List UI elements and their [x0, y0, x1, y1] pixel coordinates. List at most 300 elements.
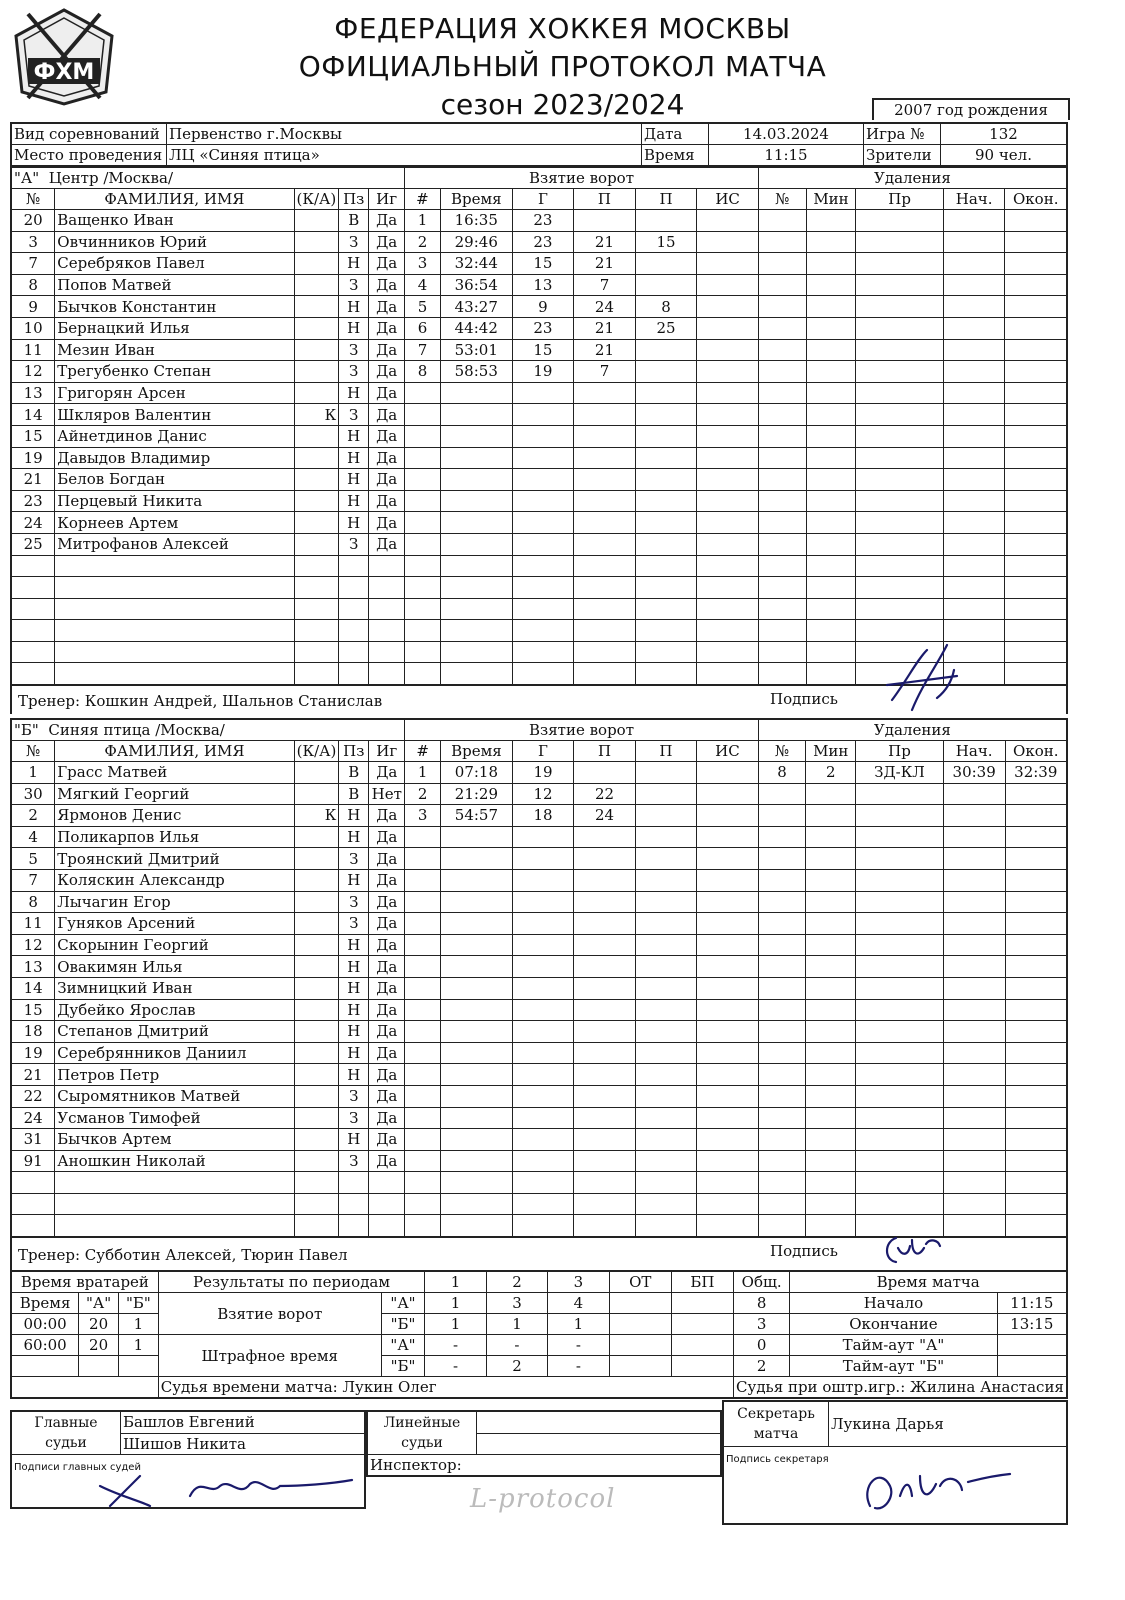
player-played: Да: [369, 891, 405, 913]
table-row: [11, 848, 1067, 870]
player-captain: [294, 1150, 339, 1172]
penalty-reason: [856, 533, 943, 555]
goal-number: 3: [405, 253, 441, 275]
penalty-end: [1005, 533, 1067, 555]
goal-time: [441, 999, 513, 1021]
penalty-start: [943, 620, 1005, 642]
penalty-end: [1005, 210, 1067, 232]
penalty-start: [943, 317, 1005, 339]
goal-assist-2: [635, 469, 697, 491]
penalty-minutes: [806, 512, 856, 534]
pen-b-ot: [609, 1356, 671, 1377]
penalty-end: [1005, 512, 1067, 534]
timeout-b-label: Тайм-аут "Б": [790, 1356, 997, 1377]
player-captain: [294, 577, 339, 599]
goal-is: [697, 210, 759, 232]
player-number: 1: [11, 762, 55, 784]
penalty-player: [758, 274, 806, 296]
player-position: Н: [339, 1042, 369, 1064]
penalty-player: 8: [758, 762, 806, 784]
col-pen-end: Окон.: [1005, 189, 1067, 210]
goals-b-total: 3: [734, 1314, 790, 1335]
table-row: [11, 382, 1067, 404]
player-number: [11, 577, 55, 599]
player-position: Н: [339, 826, 369, 848]
player-position: З: [339, 533, 369, 555]
player-number: 21: [11, 1064, 55, 1086]
goal-assist-2: [635, 1107, 696, 1129]
goal-assist-1: 7: [574, 361, 636, 383]
goal-time: [440, 663, 512, 685]
penalty-start: [943, 490, 1005, 512]
table-row: [11, 934, 1067, 956]
main-referees-label-2: судьи: [45, 1435, 87, 1451]
goal-time: [441, 1129, 513, 1151]
goal-number: [405, 826, 441, 848]
penalty-player: [758, 1107, 806, 1129]
goal-assist-2: [635, 210, 697, 232]
penalty-reason: [856, 869, 944, 891]
table-row: [11, 1064, 1067, 1086]
goal-is: [697, 404, 759, 426]
penalty-reason: [856, 512, 943, 534]
goal-assist-1: [574, 913, 635, 935]
penalty-reason: [856, 274, 943, 296]
player-number: 91: [11, 1150, 55, 1172]
goal-is: [697, 512, 759, 534]
penalty-end: [1005, 317, 1067, 339]
penalty-minutes: [806, 869, 856, 891]
season-title: сезон 2023/2024: [440, 88, 685, 121]
goal-scorer: [512, 1107, 573, 1129]
player-played: Да: [369, 934, 405, 956]
venue-label: Место проведения: [11, 145, 167, 167]
penalty-end: [1005, 447, 1067, 469]
penalty-end: [1005, 231, 1067, 253]
goals-a-p3: 4: [548, 1293, 609, 1314]
table-row: [11, 533, 1067, 555]
goal-scorer: [512, 1215, 573, 1237]
player-number: 23: [11, 490, 55, 512]
goal-number: [405, 869, 441, 891]
goal-scorer: 9: [512, 296, 574, 318]
player-captain: [294, 447, 339, 469]
player-played: Да: [369, 469, 405, 491]
goal-assist-2: [635, 826, 696, 848]
penalty-start: [943, 1193, 1005, 1215]
player-captain: [294, 382, 339, 404]
goal-time: [441, 1215, 513, 1237]
goal-time: [440, 469, 512, 491]
goal-number: [405, 1215, 441, 1237]
player-name: Овчинников Юрий: [55, 231, 294, 253]
penalty-reason: [856, 469, 943, 491]
penalty-player: [758, 577, 806, 599]
gk-row-1-b: 1: [118, 1314, 158, 1335]
goals-b-ot: [609, 1314, 671, 1335]
col-goal-time: Время: [441, 741, 513, 762]
penalty-reason: [856, 555, 943, 577]
goal-scorer: [512, 1021, 573, 1043]
penalty-end: [1005, 913, 1067, 935]
penalty-end: [1005, 1150, 1067, 1172]
player-position: Н: [339, 934, 369, 956]
goal-assist-2: [635, 512, 697, 534]
player-captain: [294, 848, 339, 870]
pen-b-p2: 2: [486, 1356, 547, 1377]
penalty-end: [1005, 1107, 1067, 1129]
penalty-end: [1005, 425, 1067, 447]
goal-assist-1: [574, 826, 635, 848]
goals-a-bp: [671, 1293, 733, 1314]
protocol-title: ОФИЦИАЛЬНЫЙ ПРОТОКОЛ МАТЧА: [298, 50, 827, 83]
secretary-label-2: матча: [753, 1426, 799, 1442]
goal-number: [405, 533, 441, 555]
player-name: Лычагин Егор: [55, 891, 294, 913]
penalty-player: [758, 1042, 806, 1064]
team-b-signature: [878, 1228, 958, 1272]
referee-1: Башлов Евгений: [121, 1411, 366, 1433]
player-name: Ващенко Иван: [55, 210, 294, 232]
goal-scorer: [512, 956, 573, 978]
player-number: 12: [11, 361, 55, 383]
penalty-start: [943, 826, 1005, 848]
player-played: Да: [369, 805, 405, 827]
goal-time: [440, 490, 512, 512]
goal-assist-2: [635, 1215, 696, 1237]
pen-b-bp: [671, 1356, 733, 1377]
pen-a-bp: [671, 1335, 733, 1356]
goal-scorer: [512, 382, 574, 404]
goal-is: [697, 1193, 759, 1215]
penalty-reason: [856, 977, 944, 999]
penalty-reason: [856, 382, 943, 404]
player-position: З: [339, 891, 369, 913]
penalty-player: [758, 1021, 806, 1043]
col-name: ФАМИЛИЯ, ИМЯ: [55, 189, 294, 210]
goal-assist-1: [574, 1129, 635, 1151]
goal-number: [405, 956, 441, 978]
penalty-minutes: 2: [806, 762, 856, 784]
penalty-end: [1005, 296, 1067, 318]
table-row: [11, 490, 1067, 512]
penalty-reason: [856, 361, 943, 383]
penalty-start: [943, 577, 1005, 599]
penalty-player: [758, 620, 806, 642]
player-position: Н: [339, 956, 369, 978]
linesman-2: [477, 1433, 722, 1455]
penalty-player: [758, 296, 806, 318]
goal-assist-1: [574, 891, 635, 913]
col-goal-scorer: Г: [512, 741, 573, 762]
goal-is: [697, 999, 759, 1021]
linesmen-label-2: судьи: [401, 1435, 443, 1451]
penalty-end: [1005, 577, 1067, 599]
goal-is: [697, 274, 759, 296]
player-name: Перцевый Никита: [55, 490, 294, 512]
goal-time: [440, 577, 512, 599]
player-number: 11: [11, 913, 55, 935]
goal-assist-2: [635, 339, 697, 361]
player-played: Да: [369, 848, 405, 870]
penalty-end: [1005, 1064, 1067, 1086]
goal-is: [697, 447, 759, 469]
goal-time: 43:27: [440, 296, 512, 318]
player-captain: [294, 425, 339, 447]
penalty-minutes: [806, 1085, 856, 1107]
player-captain: [294, 512, 339, 534]
player-position: [339, 1215, 369, 1237]
player-name: [55, 1215, 294, 1237]
table-row: [11, 1085, 1067, 1107]
player-played: Да: [369, 762, 405, 784]
goal-number: [405, 1085, 441, 1107]
gk-a-header: "А": [79, 1293, 119, 1314]
goal-assist-1: [574, 762, 635, 784]
table-row: [11, 826, 1067, 848]
player-played: [369, 641, 405, 663]
player-position: Н: [339, 425, 369, 447]
penalty-end: [1005, 805, 1067, 827]
penalty-end: [1005, 869, 1067, 891]
table-row: [11, 210, 1067, 232]
player-name: Коляскин Александр: [55, 869, 294, 891]
player-number: 3: [11, 231, 55, 253]
goal-assist-1: [574, 469, 636, 491]
goal-scorer: [512, 1129, 573, 1151]
penalty-player: [758, 425, 806, 447]
penalty-end: [1005, 999, 1067, 1021]
goal-number: [405, 425, 441, 447]
penalty-end: [1005, 1085, 1067, 1107]
goal-is: [697, 934, 759, 956]
penalty-player: [758, 253, 806, 275]
penalty-player: [758, 956, 806, 978]
goal-number: [405, 620, 441, 642]
player-played: Да: [369, 977, 405, 999]
player-position: З: [339, 339, 369, 361]
goal-scorer: [512, 469, 574, 491]
penalty-reason: [856, 339, 943, 361]
goal-is: [697, 891, 759, 913]
goal-assist-2: [635, 577, 697, 599]
player-played: Да: [369, 339, 405, 361]
goal-assist-1: [574, 956, 635, 978]
goal-number: [405, 577, 441, 599]
goal-assist-1: [574, 869, 635, 891]
player-position: [339, 577, 369, 599]
goal-assist-1: [574, 1107, 635, 1129]
goal-scorer: [512, 977, 573, 999]
penalty-player: [758, 512, 806, 534]
gk-row-2-time: 60:00: [11, 1335, 79, 1356]
goal-scorer: [512, 404, 574, 426]
player-captain: [294, 869, 339, 891]
goal-number: [405, 469, 441, 491]
penalty-end: [1005, 641, 1067, 663]
player-number: [11, 1215, 55, 1237]
player-captain: [294, 934, 339, 956]
goal-scorer: [512, 826, 573, 848]
player-name: Мягкий Георгий: [55, 783, 294, 805]
goal-assist-2: [635, 663, 697, 685]
penalty-player: [758, 339, 806, 361]
penalty-minutes: [806, 1064, 856, 1086]
logo-text: ФХМ: [33, 60, 95, 85]
col-is: ИС: [697, 189, 759, 210]
goal-number: [405, 1107, 441, 1129]
player-name: Шкляров Валентин: [55, 404, 294, 426]
team-b-table: [10, 718, 1068, 1238]
penalty-minutes: [806, 490, 856, 512]
goal-assist-2: [635, 783, 696, 805]
officials-section: [10, 1406, 1068, 1540]
gk-row-1-a: 20: [79, 1314, 119, 1335]
player-name: [55, 1172, 294, 1194]
goal-scorer: [512, 533, 574, 555]
goal-scorer: 12: [512, 783, 573, 805]
penalty-start: [943, 231, 1005, 253]
goal-assist-1: [574, 1172, 635, 1194]
table-row: [11, 404, 1067, 426]
player-captain: [294, 913, 339, 935]
player-played: [369, 598, 405, 620]
player-number: 14: [11, 977, 55, 999]
player-number: 13: [11, 956, 55, 978]
penalty-player: [758, 555, 806, 577]
penalty-reason: [856, 296, 943, 318]
penalty-judge: Судья при оштр.игр.: Жилина Анастасия: [734, 1377, 1067, 1399]
goal-time: 32:44: [440, 253, 512, 275]
player-position: Н: [339, 1064, 369, 1086]
col-pen-min: Мин: [806, 741, 856, 762]
team-a-signature: [882, 640, 972, 720]
goal-assist-1: 21: [574, 317, 636, 339]
goal-is: [697, 1150, 759, 1172]
player-position: З: [339, 274, 369, 296]
penalty-start: [943, 404, 1005, 426]
goal-scorer: 15: [512, 253, 574, 275]
goal-assist-1: [574, 1193, 635, 1215]
player-position: Н: [339, 382, 369, 404]
competition-value: Первенство г.Москвы: [167, 123, 642, 145]
pen-a-total: 0: [734, 1335, 790, 1356]
col-assist-2: П: [635, 189, 697, 210]
goal-scorer: 13: [512, 274, 574, 296]
player-played: Да: [369, 1021, 405, 1043]
penalty-minutes: [806, 577, 856, 599]
goal-number: 6: [405, 317, 441, 339]
goal-time: [441, 1085, 513, 1107]
table-row: [11, 447, 1067, 469]
goal-number: 1: [405, 210, 441, 232]
player-played: Да: [369, 317, 405, 339]
penalty-reason: [856, 447, 943, 469]
goal-number: [405, 1064, 441, 1086]
player-name: Степанов Дмитрий: [55, 1021, 294, 1043]
goal-scorer: [512, 641, 574, 663]
penalty-player: [758, 382, 806, 404]
penalty-reason: [856, 210, 943, 232]
player-captain: [294, 361, 339, 383]
player-number: 15: [11, 999, 55, 1021]
goal-scorer: 23: [512, 317, 574, 339]
player-name: Поликарпов Илья: [55, 826, 294, 848]
goal-assist-2: [635, 641, 697, 663]
goal-assist-2: [635, 598, 697, 620]
goal-number: 2: [405, 231, 441, 253]
player-number: [11, 1193, 55, 1215]
penalty-start: [943, 999, 1005, 1021]
col-pen-start: Нач.: [943, 741, 1005, 762]
goal-number: [405, 382, 441, 404]
penalty-minutes: [806, 999, 856, 1021]
penalty-reason: [856, 425, 943, 447]
player-position: З: [339, 361, 369, 383]
penalty-start: [943, 1150, 1005, 1172]
goal-is: [697, 490, 759, 512]
goal-time: [441, 934, 513, 956]
penalty-reason: [856, 490, 943, 512]
player-captain: [294, 339, 339, 361]
penalty-end: [1005, 490, 1067, 512]
penalty-end: [1005, 469, 1067, 491]
penalty-player: [758, 1064, 806, 1086]
table-row: [11, 913, 1067, 935]
team-a-penalties-title: Удаления: [758, 167, 1067, 189]
date-value: 14.03.2024: [709, 123, 864, 145]
goal-number: [405, 447, 441, 469]
player-played: [369, 663, 405, 685]
goal-assist-1: [574, 425, 636, 447]
goal-is: [697, 1172, 759, 1194]
goal-number: [405, 641, 441, 663]
player-played: Да: [369, 1085, 405, 1107]
player-name: Петров Петр: [55, 1064, 294, 1086]
periods-title: Результаты по периодам: [158, 1271, 425, 1293]
goal-scorer: [512, 425, 574, 447]
secretary-label-1: Секретарь: [737, 1406, 815, 1422]
spectators-value: 90 чел.: [941, 145, 1068, 167]
table-row: [11, 577, 1067, 599]
player-played: Да: [369, 1042, 405, 1064]
team-b-label: "Б": [14, 721, 39, 739]
goal-scorer: [512, 1085, 573, 1107]
goal-is: [697, 1064, 759, 1086]
goal-is: [697, 1042, 759, 1064]
player-number: 19: [11, 447, 55, 469]
player-captain: [294, 641, 339, 663]
goal-time: [440, 641, 512, 663]
player-position: З: [339, 1150, 369, 1172]
goal-is: [697, 848, 759, 870]
end-value: 13:15: [997, 1314, 1067, 1335]
penalty-reason: [856, 577, 943, 599]
goals-a-total: 8: [734, 1293, 790, 1314]
penalty-start: [943, 382, 1005, 404]
player-name: [55, 555, 294, 577]
penalty-reason: [856, 1064, 944, 1086]
penalty-minutes: [806, 1215, 856, 1237]
goal-number: [405, 490, 441, 512]
linesmen-label-1: Линейные: [383, 1415, 461, 1431]
goals-row-b-label: "Б": [381, 1314, 425, 1335]
period-2: 2: [486, 1271, 547, 1293]
player-position: [339, 1193, 369, 1215]
penalty-reason: ЗД-КЛ: [856, 762, 944, 784]
penalty-reason: [856, 404, 943, 426]
goal-assist-2: 15: [635, 231, 697, 253]
